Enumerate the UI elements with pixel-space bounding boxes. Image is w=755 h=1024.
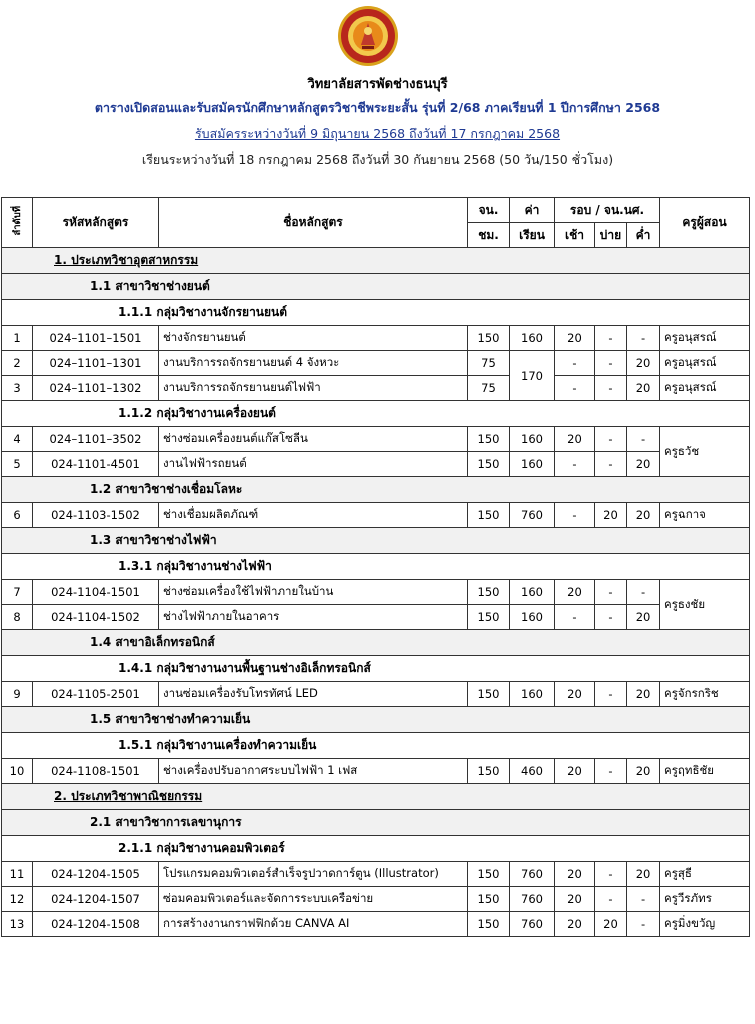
- branch-heading: 1.4 สาขาอิเล็กทรอนิกส์: [2, 630, 750, 656]
- row-course-name: ช่างเชื่อมผลิตภัณฑ์: [159, 503, 468, 528]
- row-fee: 160: [510, 326, 555, 351]
- row-course-name: การสร้างงานกราฟฟิกด้วย CANVA AI: [159, 912, 468, 937]
- row-course-name: ซ่อมคอมพิวเตอร์และจัดการระบบเครือข่าย: [159, 887, 468, 912]
- row-teacher: ครูวีรภัทร: [660, 887, 750, 912]
- row-fee: 760: [510, 887, 555, 912]
- col-header-fee-bottom: เรียน: [510, 223, 555, 248]
- row-hours: 150: [468, 503, 510, 528]
- row-code: 024–1101–1301: [33, 351, 159, 376]
- row-evening: 20: [627, 759, 660, 784]
- row-no: 1: [2, 326, 33, 351]
- row-hours: 150: [468, 452, 510, 477]
- col-header-code: รหัสหลักสูตร: [33, 198, 159, 248]
- course-table: [1, 197, 750, 937]
- row-hours: 150: [468, 427, 510, 452]
- branch-heading: 1.3 สาขาวิชาช่างไฟฟ้า: [2, 528, 750, 554]
- row-hours: 150: [468, 759, 510, 784]
- row-code: 024-1103-1502: [33, 503, 159, 528]
- row-teacher: ครูสุธี: [660, 862, 750, 887]
- row-teacher: ครูฉกาจ: [660, 503, 750, 528]
- row-afternoon: -: [595, 351, 627, 376]
- col-header-hours-top: จน.: [468, 198, 510, 223]
- row-hours: 75: [468, 351, 510, 376]
- row-afternoon: -: [595, 326, 627, 351]
- row-evening: -: [627, 580, 660, 605]
- row-code: 024–1101–3502: [33, 427, 159, 452]
- group-heading: 1.1.1 กลุ่มวิชางานจักรยานยนต์: [2, 300, 750, 326]
- row-code: 024–1101–1501: [33, 326, 159, 351]
- col-header-hours-bottom: ชม.: [468, 223, 510, 248]
- table-row: [2, 862, 750, 887]
- row-afternoon: -: [595, 759, 627, 784]
- table-row: [2, 759, 750, 784]
- row-morning: 20: [555, 580, 595, 605]
- table-row: [2, 503, 750, 528]
- branch-heading: 1.1 สาขาวิชาช่างยนต์: [2, 274, 750, 300]
- branch-heading: 1.5 สาขาวิชาช่างทำความเย็น: [2, 707, 750, 733]
- study-period: เรียนระหว่างวันที่ 18 กรกฎาคม 2568 ถึงวันที่ 30 กันยายน 2568 (50 วัน/150 ชั่วโมง): [141, 152, 614, 167]
- row-afternoon: -: [595, 427, 627, 452]
- col-header-rounds: รอบ / จน.นศ.: [555, 198, 660, 223]
- row-course-name: งานบริการรถจักรยานยนต์ไฟฟ้า: [159, 376, 468, 401]
- row-morning: -: [555, 605, 595, 630]
- row-morning: 20: [555, 862, 595, 887]
- row-afternoon: -: [595, 887, 627, 912]
- row-no: 11: [2, 862, 33, 887]
- col-header-morning: เช้า: [555, 223, 595, 248]
- row-evening: -: [627, 912, 660, 937]
- row-afternoon: -: [595, 682, 627, 707]
- row-evening: 20: [627, 503, 660, 528]
- table-row: [2, 682, 750, 707]
- row-no: 9: [2, 682, 33, 707]
- group-heading: 1.4.1 กลุ่มวิชางานงานพื้นฐานช่างอิเล็กทรอนิกส์: [2, 656, 750, 682]
- row-course-name: งานซ่อมเครื่องรับโทรทัศน์ LED: [159, 682, 468, 707]
- table-row: [2, 326, 750, 351]
- row-no: 10: [2, 759, 33, 784]
- apply-period: รับสมัครระหว่างวันที่ 9 มิถุนายน 2568 ถึงวันที่ 17 กรกฎาคม 2568: [194, 126, 561, 141]
- row-fee: 160: [510, 427, 555, 452]
- row-morning: 20: [555, 427, 595, 452]
- row-no: 2: [2, 351, 33, 376]
- row-morning: 20: [555, 326, 595, 351]
- row-no: 12: [2, 887, 33, 912]
- col-header-evening: ค่ำ: [627, 223, 660, 248]
- row-course-name: ช่างเครื่องปรับอากาศระบบไฟฟ้า 1 เฟส: [159, 759, 468, 784]
- row-teacher: ครูธวัช: [660, 427, 750, 477]
- col-header-afternoon: บ่าย: [595, 223, 627, 248]
- row-teacher: ครูธงชัย: [660, 580, 750, 630]
- row-course-name: งานไฟฟ้ารถยนต์: [159, 452, 468, 477]
- row-code: 024-1101-4501: [33, 452, 159, 477]
- row-fee: 160: [510, 452, 555, 477]
- row-evening: -: [627, 326, 660, 351]
- row-fee: 170: [510, 351, 555, 401]
- row-hours: 150: [468, 580, 510, 605]
- row-teacher: ครูอนุสรณ์: [660, 376, 750, 401]
- row-code: 024-1104-1502: [33, 605, 159, 630]
- row-evening: -: [627, 887, 660, 912]
- row-teacher: ครูมิ่งขวัญ: [660, 912, 750, 937]
- row-no: 5: [2, 452, 33, 477]
- col-header-fee-top: ค่า: [510, 198, 555, 223]
- row-hours: 150: [468, 887, 510, 912]
- group-heading: 2.1.1 กลุ่มวิชางานคอมพิวเตอร์: [2, 836, 750, 862]
- row-teacher: ครูอนุสรณ์: [660, 351, 750, 376]
- group-heading: 1.5.1 กลุ่มวิชางานเครื่องทำความเย็น: [2, 733, 750, 759]
- row-fee: 760: [510, 862, 555, 887]
- row-afternoon: 20: [595, 912, 627, 937]
- row-code: 024-1204-1508: [33, 912, 159, 937]
- table-row: [2, 580, 750, 605]
- row-course-name: งานบริการรถจักรยานยนต์ 4 จังหวะ: [159, 351, 468, 376]
- row-morning: 20: [555, 887, 595, 912]
- row-fee: 160: [510, 605, 555, 630]
- row-no: 13: [2, 912, 33, 937]
- category-heading: 1. ประเภทวิชาอุตสาหกรรม: [2, 248, 750, 274]
- row-fee: 760: [510, 503, 555, 528]
- college-name: วิทยาลัยสารพัดช่างธนบุรี: [307, 77, 448, 92]
- row-morning: 20: [555, 682, 595, 707]
- row-no: 7: [2, 580, 33, 605]
- row-hours: 150: [468, 682, 510, 707]
- row-course-name: โปรแกรมคอมพิวเตอร์สำเร็จรูปวาดการ์ตูน (Illustrator): [159, 862, 468, 887]
- group-heading: 1.3.1 กลุ่มวิชางานช่างไฟฟ้า: [2, 554, 750, 580]
- row-teacher: ครูจักรกริช: [660, 682, 750, 707]
- row-fee: 160: [510, 682, 555, 707]
- row-course-name: ช่างซ่อมเครื่องใช้ไฟฟ้าภายในบ้าน: [159, 580, 468, 605]
- row-hours: 75: [468, 376, 510, 401]
- row-afternoon: 20: [595, 503, 627, 528]
- row-hours: 150: [468, 326, 510, 351]
- row-code: 024–1101–1302: [33, 376, 159, 401]
- row-morning: 20: [555, 912, 595, 937]
- row-hours: 150: [468, 912, 510, 937]
- row-course-name: ช่างจักรยานยนต์: [159, 326, 468, 351]
- row-hours: 150: [468, 605, 510, 630]
- table-row: [2, 452, 750, 477]
- row-evening: 20: [627, 351, 660, 376]
- row-morning: -: [555, 376, 595, 401]
- row-no: 6: [2, 503, 33, 528]
- row-hours: 150: [468, 862, 510, 887]
- row-afternoon: -: [595, 605, 627, 630]
- row-no: 4: [2, 427, 33, 452]
- row-afternoon: -: [595, 376, 627, 401]
- table-row: [2, 887, 750, 912]
- row-evening: 20: [627, 376, 660, 401]
- row-morning: -: [555, 503, 595, 528]
- branch-heading: 1.2 สาขาวิชาช่างเชื่อมโลหะ: [2, 477, 750, 503]
- row-code: 024-1108-1501: [33, 759, 159, 784]
- category-heading: 2. ประเภทวิชาพาณิชยกรรม: [2, 784, 750, 810]
- col-header-teacher: ครูผู้สอน: [660, 198, 750, 248]
- col-header-name: ชื่อหลักสูตร: [159, 198, 468, 248]
- row-no: 3: [2, 376, 33, 401]
- row-fee: 460: [510, 759, 555, 784]
- row-code: 024-1204-1505: [33, 862, 159, 887]
- row-afternoon: -: [595, 580, 627, 605]
- table-row: [2, 912, 750, 937]
- row-evening: -: [627, 427, 660, 452]
- row-evening: 20: [627, 682, 660, 707]
- group-heading: 1.1.2 กลุ่มวิชางานเครื่องยนต์: [2, 401, 750, 427]
- row-fee: 760: [510, 912, 555, 937]
- row-course-name: ช่างไฟฟ้าภายในอาคาร: [159, 605, 468, 630]
- row-morning: -: [555, 351, 595, 376]
- row-evening: 20: [627, 605, 660, 630]
- college-seal-logo: [337, 5, 399, 67]
- row-evening: 20: [627, 862, 660, 887]
- row-morning: -: [555, 452, 595, 477]
- row-no: 8: [2, 605, 33, 630]
- col-header-no: ลำดับที่: [2, 198, 33, 248]
- row-course-name: ช่างซ่อมเครื่องยนต์แก๊สโซลีน: [159, 427, 468, 452]
- row-afternoon: -: [595, 862, 627, 887]
- row-evening: 20: [627, 452, 660, 477]
- row-teacher: ครูอนุสรณ์: [660, 326, 750, 351]
- table-row: [2, 427, 750, 452]
- row-fee: 160: [510, 580, 555, 605]
- row-teacher: ครูฤทธิชัย: [660, 759, 750, 784]
- row-code: 024-1104-1501: [33, 580, 159, 605]
- page-title: ตารางเปิดสอนและรับสมัครนักศึกษาหลักสูตรวิชาชีพระยะสั้น รุ่นที่ 2/68 ภาคเรียนที่ 1 ปีการศึกษา 2568: [94, 100, 661, 115]
- table-row: [2, 376, 750, 401]
- table-row: [2, 351, 750, 376]
- row-code: 024-1204-1507: [33, 887, 159, 912]
- row-afternoon: -: [595, 452, 627, 477]
- row-code: 024-1105-2501: [33, 682, 159, 707]
- branch-heading: 2.1 สาขาวิชาการเลขานุการ: [2, 810, 750, 836]
- table-row: [2, 605, 750, 630]
- row-morning: 20: [555, 759, 595, 784]
